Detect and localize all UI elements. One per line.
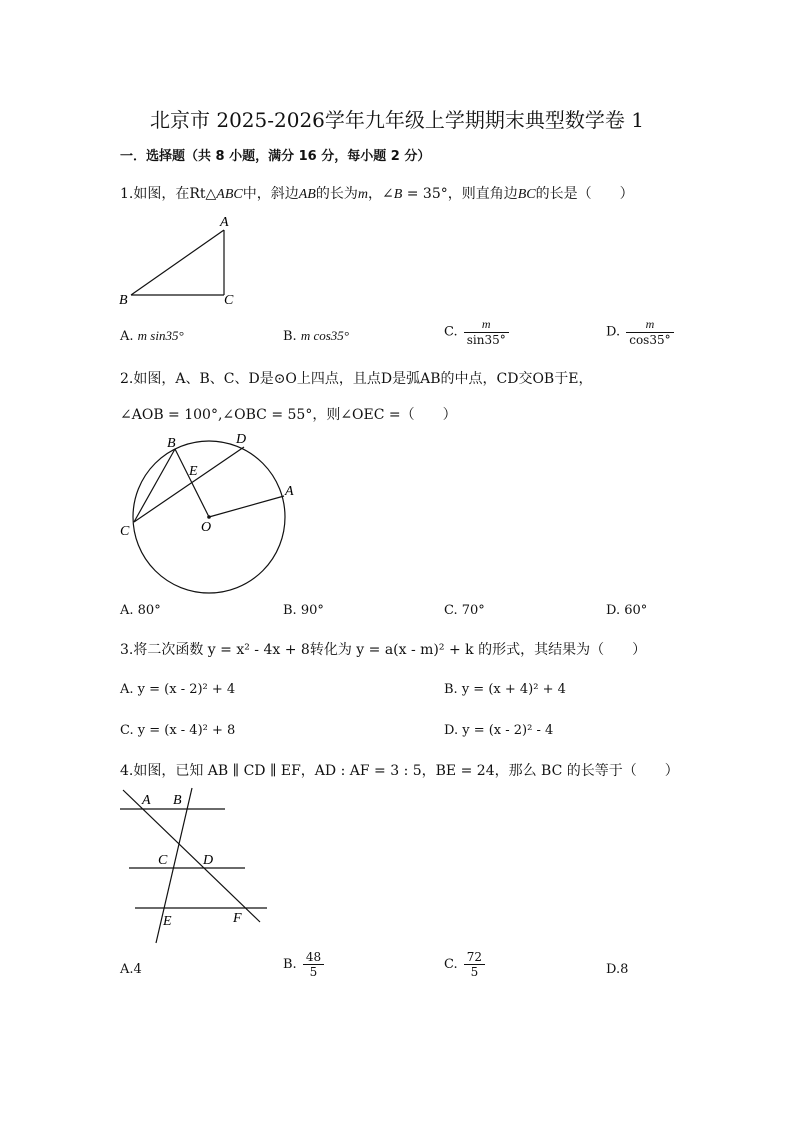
lines-label-b: B bbox=[173, 793, 182, 808]
parallel-lines-figure bbox=[115, 785, 275, 950]
triangle-figure bbox=[110, 210, 250, 310]
q1-option-d-denominator: cos35° bbox=[626, 332, 673, 347]
circle-label-a: A bbox=[285, 484, 294, 499]
q4-option-b-label: B. bbox=[283, 957, 297, 972]
triangle-side-ab bbox=[131, 230, 224, 295]
page-title: 北京市 2025-2026学年九年级上学期期末典型数学卷 1 bbox=[150, 108, 644, 132]
q2-option-a[interactable]: A. 80° bbox=[120, 603, 161, 618]
circle-figure bbox=[110, 425, 300, 600]
lines-label-f: F bbox=[233, 911, 242, 926]
q1-rt: Rt△ bbox=[189, 186, 217, 202]
question-2-line-2: ∠AOB = 100°,∠OBC = 55°，则∠OEC =（ ） bbox=[120, 407, 457, 423]
q1-option-b-value: m cos35° bbox=[300, 328, 349, 343]
q2-option-c[interactable]: C. 70° bbox=[444, 603, 485, 618]
circle-label-e: E bbox=[189, 464, 198, 479]
q1-text-b: 中，斜边 bbox=[242, 186, 299, 202]
question-1-text bbox=[120, 183, 634, 203]
q1-m: m bbox=[357, 187, 368, 202]
triangle-label-c: C bbox=[224, 293, 234, 308]
q1-text-d: ，∠ bbox=[367, 186, 394, 202]
circle-label-o: O bbox=[201, 520, 212, 535]
chord-cd bbox=[134, 447, 244, 522]
question-2-line-1: 2.如图，A、B、C、D是⊙O上四点，且点D是弧AB的中点，CD交OB于E， bbox=[120, 371, 593, 387]
q1-b: B bbox=[393, 187, 403, 202]
q2-option-b[interactable]: B. 90° bbox=[283, 603, 324, 618]
q4-option-a[interactable]: A.4 bbox=[120, 962, 142, 977]
q1-option-c[interactable] bbox=[444, 317, 509, 347]
q1-option-c-fraction bbox=[464, 317, 509, 347]
q1-text-f: 的长是（ ） bbox=[535, 186, 634, 202]
q4-option-b[interactable] bbox=[283, 950, 324, 979]
q4-option-b-fraction bbox=[303, 950, 324, 979]
q4-option-c-numerator: 72 bbox=[466, 950, 483, 964]
triangle-label-b: B bbox=[119, 293, 128, 308]
q1-ab: AB bbox=[298, 187, 316, 202]
q1-option-c-label: C. bbox=[444, 324, 458, 340]
q1-option-d-numerator: m bbox=[645, 317, 655, 331]
lines-label-e: E bbox=[163, 914, 172, 929]
q1-text-a: 1.如图，在 bbox=[120, 186, 190, 202]
q3-option-a[interactable]: A. y = (x - 2)² + 4 bbox=[120, 682, 236, 697]
q1-option-a-label: A. bbox=[120, 329, 134, 344]
circle-label-b: B bbox=[167, 436, 176, 451]
q2-option-d[interactable]: D. 60° bbox=[606, 603, 648, 618]
q1-option-d[interactable] bbox=[606, 317, 674, 347]
lines-label-d: D bbox=[203, 853, 214, 868]
q1-option-c-denominator: sin35° bbox=[464, 332, 509, 347]
q1-text-e: = 35°，则直角边 bbox=[402, 186, 518, 202]
radius-oa bbox=[209, 496, 284, 517]
q1-option-b-label: B. bbox=[283, 329, 297, 344]
q4-option-d[interactable]: D.8 bbox=[606, 962, 629, 977]
circle-label-c: C bbox=[120, 524, 130, 539]
q3-option-d[interactable]: D. y = (x - 2)² - 4 bbox=[444, 723, 554, 738]
q1-option-c-numerator: m bbox=[481, 317, 491, 331]
q4-option-c-label: C. bbox=[444, 957, 458, 972]
q4-option-c-denominator: 5 bbox=[464, 964, 485, 979]
q4-option-c[interactable] bbox=[444, 950, 485, 979]
q1-option-b[interactable] bbox=[283, 328, 349, 344]
q4-option-b-denominator: 5 bbox=[303, 964, 324, 979]
section-heading: 一．选择题（共 8 小题，满分 16 分，每小题 2 分） bbox=[120, 149, 431, 164]
question-4-text: 4.如图，已知 AB ∥ CD ∥ EF，AD : AF = 3 : 5，BE = 24，那么 BC 的长等于（ ） bbox=[120, 763, 679, 779]
q1-option-a-value: m sin35° bbox=[137, 328, 184, 343]
q1-option-d-fraction bbox=[626, 317, 673, 347]
q1-abc: ABC bbox=[216, 187, 243, 202]
triangle-label-a: A bbox=[220, 215, 229, 230]
q3-option-b[interactable]: B. y = (x + 4)² + 4 bbox=[444, 682, 566, 697]
q4-option-c-fraction bbox=[464, 950, 485, 979]
q3-option-c[interactable]: C. y = (x - 4)² + 8 bbox=[120, 723, 236, 738]
q1-option-a[interactable] bbox=[120, 328, 184, 344]
q4-option-b-numerator: 48 bbox=[305, 950, 322, 964]
q1-text-c: 的长为 bbox=[315, 186, 358, 202]
transversal-af bbox=[123, 790, 260, 922]
q1-option-d-label: D. bbox=[606, 324, 621, 340]
question-3-text: 3.将二次函数 y = x² - 4x + 8转化为 y = a(x - m)² + k 的形式，其结果为（ ） bbox=[120, 642, 647, 658]
lines-label-c: C bbox=[158, 853, 168, 868]
center-point-o bbox=[207, 515, 211, 519]
circle-label-d: D bbox=[236, 432, 247, 447]
lines-label-a: A bbox=[142, 793, 151, 808]
q1-bc: BC bbox=[517, 187, 536, 202]
radius-ob bbox=[175, 449, 209, 517]
